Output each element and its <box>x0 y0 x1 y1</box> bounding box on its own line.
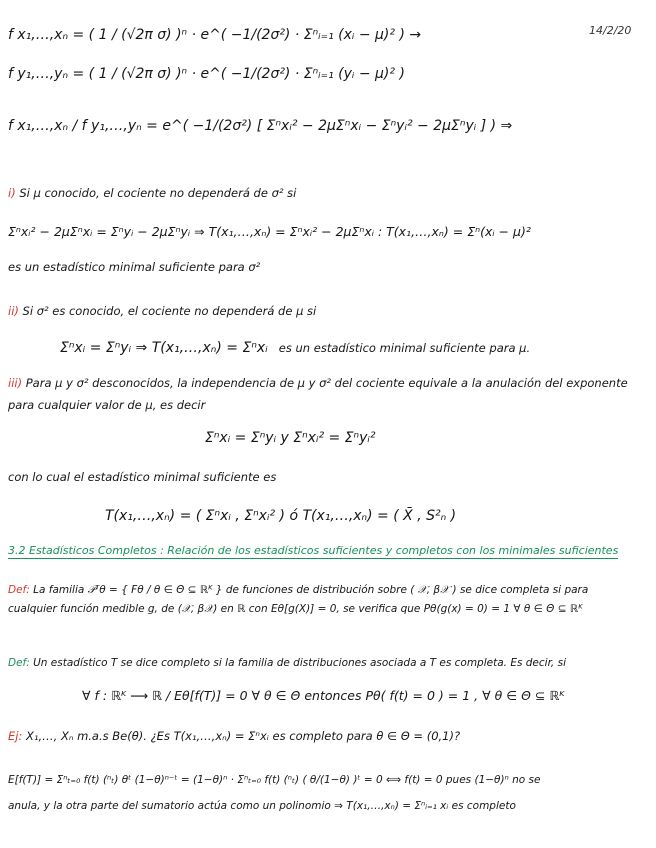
case-iii-number: iii) <box>8 376 23 390</box>
case-ii-number: ii) <box>8 304 19 318</box>
section-title <box>8 544 618 557</box>
definition-1-label: Def: <box>8 584 30 596</box>
definition-2-line-2: ∀ f : ℝᴷ ⟶ ℝ / Eθ[f(T)] = 0 ∀ θ ∈ Θ entonces Pθ( f(t) = 0 ) = 1 , ∀ θ ∈ Θ ⊆ ℝᴷ <box>82 688 565 703</box>
example <box>8 729 460 743</box>
case-iii-equation: Σⁿxᵢ = Σⁿyᵢ y Σⁿxᵢ² = Σⁿyᵢ² <box>205 430 376 446</box>
section-title-text: 3.2 Estadísticos Completos : Relación de los estadísticos suficientes y completos con los minimales suficientes <box>8 544 619 557</box>
case-ii-line <box>60 337 530 356</box>
example-equation: E[f(T)] = Σⁿₜ₌₀ f(t) (ⁿₜ) θᵗ (1−θ)ⁿ⁻ᵗ = (1−θ)ⁿ · Σⁿₜ₌₀ f(t) (ⁿₜ) ( θ/(1−θ) )ᵗ = 0 ⟺ f(t) = 0 pues (1−θ)ⁿ no se <box>8 774 541 786</box>
case-iii-text-1: Para μ y σ² desconocidos, la independencia de μ y σ² del cociente equivale a la anulación del exponente <box>25 376 628 390</box>
case-ii-equation: Σⁿxᵢ = Σⁿyᵢ ⇒ T(x₁,…,xₙ) = Σⁿxᵢ <box>60 340 268 356</box>
equation-ratio: f x₁,…,xₙ / f y₁,…,yₙ = e^( −1/(2σ²) [ Σⁿxᵢ² − 2μΣⁿxᵢ − Σⁿyᵢ² − 2μΣⁿyᵢ ] ) ⇒ <box>8 118 513 134</box>
case-iii-statistic: T(x₁,…,xₙ) = ( Σⁿxᵢ , Σⁿxᵢ² ) ó T(x₁,…,xₙ) = ( X̄ , S²ₙ ) <box>105 508 457 524</box>
case-i-text: Si μ conocido, el cociente no dependerá de σ² si <box>19 186 297 200</box>
case-i-conclusion: es un estadístico minimal suficiente para σ² <box>8 260 261 274</box>
definition-2-label: Def: <box>8 657 30 669</box>
case-i-equation: Σⁿxᵢ² − 2μΣⁿxᵢ = Σⁿyᵢ − 2μΣⁿyᵢ ⇒ T(x₁,…,xₙ) = Σⁿxᵢ² − 2μΣⁿxᵢ : T(x₁,…,xₙ) = Σⁿ(xᵢ − μ)² <box>8 224 531 239</box>
definition-2-line-1: Un estadístico T se dice completo si la familia de distribuciones asociada a T es completa. Es decir, si <box>33 657 566 669</box>
case-iii <box>8 376 628 390</box>
equation-density-x: f x₁,…,xₙ = ( 1 / (√2π σ) )ⁿ · e^( −1/(2σ²) · Σⁿᵢ₌₁ (xᵢ − μ)² ) → <box>8 27 422 43</box>
case-i-number: i) <box>8 186 16 200</box>
example-label: Ej: <box>8 729 23 743</box>
definition-complete-statistic <box>8 657 566 669</box>
case-ii-conclusion: es un estadístico minimal suficiente para μ. <box>278 341 531 355</box>
case-iii-text-2: para cualquier valor de μ, es decir <box>8 398 206 412</box>
date: 14/2/20 <box>589 24 632 37</box>
definition-1-line-1: La familia 𝒫ᵀθ = { Fθ / θ ∈ Θ ⊆ ℝᴷ } de funciones de distribución sobre ( 𝒳, β𝒳 ) se dice completa si para <box>33 584 589 596</box>
case-ii <box>8 304 316 318</box>
equation-density-y: f y₁,…,yₙ = ( 1 / (√2π σ) )ⁿ · e^( −1/(2σ²) · Σⁿᵢ₌₁ (yᵢ − μ)² ) <box>8 66 405 82</box>
example-line-2: anula, y la otra parte del sumatorio actúa como un polinomio ⇒ T(x₁,…,xₙ) = Σⁿᵢ₌₁ xᵢ es completo <box>8 800 516 812</box>
definition-complete-family <box>8 584 588 597</box>
definition-1-line-2: cualquier función medible g, de (𝒳, β𝒳) en ℝ con Eθ[g(X)] = 0, se verifica que Pθ(g(x) = 0) = 1 ∀ θ ∈ Θ ⊆ ℝᴷ <box>8 603 583 615</box>
example-text: X₁,…, Xₙ m.a.s Be(θ). ¿Es T(x₁,…,xₙ) = Σⁿxᵢ es completo para θ ∈ Θ = (0,1)? <box>26 729 461 743</box>
case-ii-text: Si σ² es conocido, el cociente no dependerá de μ si <box>22 304 317 318</box>
case-iii-text-3: con lo cual el estadístico minimal suficiente es <box>8 470 277 484</box>
case-i <box>8 186 296 200</box>
